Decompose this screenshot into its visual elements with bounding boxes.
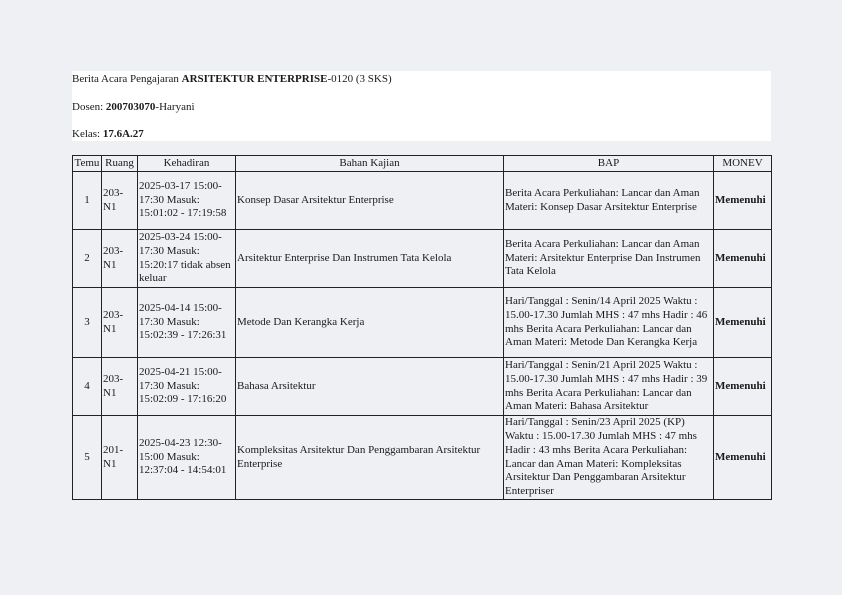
lecturer-label: Dosen: bbox=[72, 101, 106, 113]
cell-bap: Berita Acara Perkuliahan: Lancar dan Aman Materi: Arsitektur Enterprise Dan Instrumen Tata Kelola bbox=[504, 230, 714, 288]
cell-bahan-kajian: Bahasa Arsitektur bbox=[236, 358, 504, 416]
cell-kehadiran: 2025-04-14 15:00-17:30 Masuk: 15:02:39 - 17:26:31 bbox=[138, 288, 236, 358]
lecturer-name: -Haryani bbox=[155, 101, 195, 113]
col-header-ruang: Ruang bbox=[102, 156, 138, 172]
cell-temu: 1 bbox=[73, 172, 102, 230]
title-prefix: Berita Acara Pengajaran bbox=[72, 73, 182, 85]
table-row bbox=[73, 288, 772, 358]
report-header bbox=[72, 71, 771, 141]
cell-ruang: 203-N1 bbox=[102, 230, 138, 288]
cell-kehadiran: 2025-04-23 12:30-15:00 Masuk: 12:37:04 - 14:54:01 bbox=[138, 416, 236, 500]
col-header-kehadiran: Kehadiran bbox=[138, 156, 236, 172]
cell-ruang: 201-N1 bbox=[102, 416, 138, 500]
cell-temu: 4 bbox=[73, 358, 102, 416]
lecturer-id: 200703070 bbox=[105, 101, 156, 113]
lecturer-line bbox=[72, 101, 195, 113]
cell-kehadiran: 2025-03-17 15:00-17:30 Masuk: 15:01:02 - 17:19:58 bbox=[138, 172, 236, 230]
cell-bap: Hari/Tanggal : Senin/21 April 2025 Waktu : 15.00-17.30 Jumlah MHS : 47 mhs Hadir : 39 mhs Berita Acara Perkuliahan: Lancar dan Aman Materi: Bahasa Arsitektur bbox=[504, 358, 714, 416]
table-header-row bbox=[73, 156, 772, 172]
table-row bbox=[73, 416, 772, 500]
table-row bbox=[73, 358, 772, 416]
cell-temu: 2 bbox=[73, 230, 102, 288]
cell-monev: Memenuhi bbox=[714, 416, 772, 500]
cell-monev: Memenuhi bbox=[714, 230, 772, 288]
table-row bbox=[73, 230, 772, 288]
attendance-table bbox=[72, 155, 772, 500]
cell-bap: Berita Acara Perkuliahan: Lancar dan Aman Materi: Konsep Dasar Arsitektur Enterprise bbox=[504, 172, 714, 230]
cell-temu: 3 bbox=[73, 288, 102, 358]
cell-kehadiran: 2025-03-24 15:00-17:30 Masuk: 15:20:17 tidak absen keluar bbox=[138, 230, 236, 288]
col-header-bahan-kajian: Bahan Kajian bbox=[236, 156, 504, 172]
col-header-temu: Temu bbox=[73, 156, 102, 172]
cell-temu: 5 bbox=[73, 416, 102, 500]
col-header-monev: MONEV bbox=[714, 156, 772, 172]
course-code: -0120 (3 SKS) bbox=[327, 73, 392, 85]
cell-bap: Hari/Tanggal : Senin/23 April 2025 (KP) Waktu : 15.00-17.30 Jumlah MHS : 47 mhs Hadir : 43 mhs Berita Acara Perkuliahan: Lancar dan Aman Materi: Kompleksitas Arsitektur Dan Penggambaran Arsitektur Enterpriser bbox=[504, 416, 714, 500]
cell-bap: Hari/Tanggal : Senin/14 April 2025 Waktu : 15.00-17.30 Jumlah MHS : 47 mhs Hadir : 46 mhs Berita Acara Perkuliahan: Lancar dan Aman Materi: Metode Dan Kerangka Kerja bbox=[504, 288, 714, 358]
course-name: ARSITEKTUR ENTERPRISE bbox=[181, 73, 328, 85]
cell-monev: Memenuhi bbox=[714, 358, 772, 416]
class-line bbox=[72, 128, 144, 140]
cell-bahan-kajian: Arsitektur Enterprise Dan Instrumen Tata Kelola bbox=[236, 230, 504, 288]
cell-bahan-kajian: Kompleksitas Arsitektur Dan Penggambaran Arsitektur Enterprise bbox=[236, 416, 504, 500]
cell-bahan-kajian: Konsep Dasar Arsitektur Enterprise bbox=[236, 172, 504, 230]
col-header-bap: BAP bbox=[504, 156, 714, 172]
cell-ruang: 203-N1 bbox=[102, 288, 138, 358]
cell-ruang: 203-N1 bbox=[102, 172, 138, 230]
cell-monev: Memenuhi bbox=[714, 288, 772, 358]
class-code: 17.6A.27 bbox=[102, 128, 144, 140]
cell-bahan-kajian: Metode Dan Kerangka Kerja bbox=[236, 288, 504, 358]
cell-kehadiran: 2025-04-21 15:00-17:30 Masuk: 15:02:09 - 17:16:20 bbox=[138, 358, 236, 416]
report-title bbox=[72, 73, 392, 85]
table-row bbox=[73, 172, 772, 230]
class-label: Kelas: bbox=[72, 128, 103, 140]
cell-ruang: 203-N1 bbox=[102, 358, 138, 416]
cell-monev: Memenuhi bbox=[714, 172, 772, 230]
